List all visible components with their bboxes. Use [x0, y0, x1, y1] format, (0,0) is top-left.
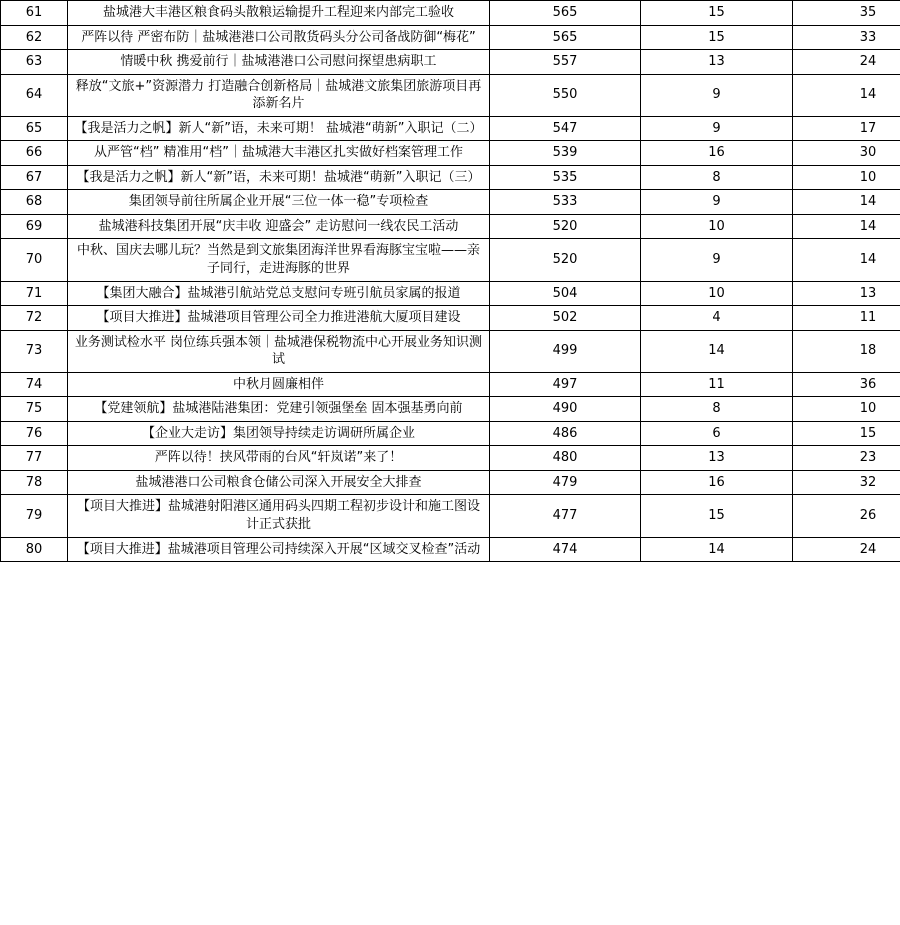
row-value-c: 14 — [793, 190, 900, 215]
row-value-c: 36 — [793, 372, 900, 397]
row-value-b: 10 — [641, 214, 793, 239]
row-value-c: 17 — [793, 116, 900, 141]
row-value-b: 16 — [641, 141, 793, 166]
row-value-b: 8 — [641, 397, 793, 422]
row-value-c: 10 — [793, 165, 900, 190]
row-index: 71 — [1, 281, 68, 306]
row-value-b: 10 — [641, 281, 793, 306]
table-row — [1, 330, 900, 372]
row-title: 中秋月圆廉相伴 — [68, 372, 490, 397]
table-row — [1, 495, 900, 537]
table-row — [1, 116, 900, 141]
row-value-b: 14 — [641, 330, 793, 372]
table-row — [1, 74, 900, 116]
table-row — [1, 421, 900, 446]
row-value-c: 24 — [793, 537, 900, 562]
row-value-a: 480 — [490, 446, 641, 471]
table-row — [1, 1, 900, 26]
row-value-b: 13 — [641, 446, 793, 471]
row-title: 【项目大推进】盐城港项目管理公司全力推进港航大厦项目建设 — [68, 306, 490, 331]
row-value-a: 535 — [490, 165, 641, 190]
row-index: 65 — [1, 116, 68, 141]
row-value-a: 474 — [490, 537, 641, 562]
table-row — [1, 190, 900, 215]
row-value-a: 479 — [490, 470, 641, 495]
row-value-c: 14 — [793, 239, 900, 281]
table-row — [1, 214, 900, 239]
row-value-a: 520 — [490, 239, 641, 281]
row-title: 【集团大融合】盐城港引航站党总支慰问专班引航员家属的报道 — [68, 281, 490, 306]
row-title: 盐城港港口公司粮食仓储公司深入开展安全大排查 — [68, 470, 490, 495]
table-row — [1, 372, 900, 397]
row-title: 【我是活力之帆】新人“新”语，未来可期！盐城港“萌新”入职记（三） — [68, 165, 490, 190]
row-value-a: 533 — [490, 190, 641, 215]
table-row — [1, 306, 900, 331]
row-index: 74 — [1, 372, 68, 397]
table-row — [1, 397, 900, 422]
row-index: 73 — [1, 330, 68, 372]
row-value-a: 502 — [490, 306, 641, 331]
row-value-c: 30 — [793, 141, 900, 166]
row-value-b: 14 — [641, 537, 793, 562]
row-value-a: 547 — [490, 116, 641, 141]
row-value-a: 557 — [490, 50, 641, 75]
row-value-c: 32 — [793, 470, 900, 495]
row-value-a: 490 — [490, 397, 641, 422]
row-index: 61 — [1, 1, 68, 26]
row-value-a: 504 — [490, 281, 641, 306]
row-index: 69 — [1, 214, 68, 239]
table-row — [1, 165, 900, 190]
row-value-c: 10 — [793, 397, 900, 422]
row-title: 业务测试检水平 岗位练兵强本领｜盐城港保税物流中心开展业务知识测试 — [68, 330, 490, 372]
row-value-a: 520 — [490, 214, 641, 239]
row-title: 释放“文旅+”资源潜力 打造融合创新格局｜盐城港文旅集团旅游项目再添新名片 — [68, 74, 490, 116]
row-index: 75 — [1, 397, 68, 422]
row-title: 【党建领航】盐城港陆港集团：党建引领强堡垒 固本强基勇向前 — [68, 397, 490, 422]
row-value-c: 26 — [793, 495, 900, 537]
row-value-a: 565 — [490, 1, 641, 26]
table-body — [1, 1, 900, 562]
row-value-c: 24 — [793, 50, 900, 75]
row-value-a: 550 — [490, 74, 641, 116]
row-title: 盐城港科技集团开展“庆丰收 迎盛会” 走访慰问一线农民工活动 — [68, 214, 490, 239]
row-title: 从严管“档” 精准用“档”｜盐城港大丰港区扎实做好档案管理工作 — [68, 141, 490, 166]
row-title: 情暖中秋 携爱前行｜盐城港港口公司慰问探望患病职工 — [68, 50, 490, 75]
row-index: 63 — [1, 50, 68, 75]
row-index: 78 — [1, 470, 68, 495]
row-value-a: 539 — [490, 141, 641, 166]
row-title: 【项目大推进】盐城港项目管理公司持续深入开展“区域交叉检查”活动 — [68, 537, 490, 562]
table-row — [1, 141, 900, 166]
row-value-a: 477 — [490, 495, 641, 537]
row-value-b: 6 — [641, 421, 793, 446]
table-row — [1, 25, 900, 50]
row-value-c: 35 — [793, 1, 900, 26]
row-title: 【我是活力之帆】新人“新”语，未来可期！ 盐城港“萌新”入职记（二） — [68, 116, 490, 141]
row-index: 68 — [1, 190, 68, 215]
row-value-c: 13 — [793, 281, 900, 306]
row-value-c: 11 — [793, 306, 900, 331]
row-index: 72 — [1, 306, 68, 331]
row-value-c: 33 — [793, 25, 900, 50]
row-value-b: 15 — [641, 25, 793, 50]
row-value-c: 14 — [793, 74, 900, 116]
row-value-a: 499 — [490, 330, 641, 372]
row-value-b: 9 — [641, 74, 793, 116]
row-index: 76 — [1, 421, 68, 446]
row-value-a: 497 — [490, 372, 641, 397]
row-value-c: 14 — [793, 214, 900, 239]
row-title: 中秋、国庆去哪儿玩？当然是到文旅集团海洋世界看海豚宝宝啦——亲子同行，走进海豚的世界 — [68, 239, 490, 281]
row-index: 70 — [1, 239, 68, 281]
row-value-a: 565 — [490, 25, 641, 50]
table-row — [1, 470, 900, 495]
row-value-b: 9 — [641, 116, 793, 141]
row-value-b: 16 — [641, 470, 793, 495]
row-value-b: 15 — [641, 495, 793, 537]
row-value-b: 13 — [641, 50, 793, 75]
row-title: 严阵以待 严密布防｜盐城港港口公司散货码头分公司备战防御“梅花” — [68, 25, 490, 50]
table-row — [1, 239, 900, 281]
row-title: 【项目大推进】盐城港射阳港区通用码头四期工程初步设计和施工图设计正式获批 — [68, 495, 490, 537]
row-title: 盐城港大丰港区粮食码头散粮运输提升工程迎来内部完工验收 — [68, 1, 490, 26]
row-value-c: 15 — [793, 421, 900, 446]
row-title: 严阵以待！挟风带雨的台风“轩岚诺”来了！ — [68, 446, 490, 471]
row-value-b: 8 — [641, 165, 793, 190]
row-index: 67 — [1, 165, 68, 190]
table-row — [1, 537, 900, 562]
row-index: 64 — [1, 74, 68, 116]
row-index: 62 — [1, 25, 68, 50]
row-index: 66 — [1, 141, 68, 166]
row-value-b: 11 — [641, 372, 793, 397]
row-index: 80 — [1, 537, 68, 562]
row-index: 77 — [1, 446, 68, 471]
table-row — [1, 281, 900, 306]
table-row — [1, 446, 900, 471]
row-title: 【企业大走访】集团领导持续走访调研所属企业 — [68, 421, 490, 446]
row-value-c: 23 — [793, 446, 900, 471]
row-value-a: 486 — [490, 421, 641, 446]
row-value-b: 9 — [641, 239, 793, 281]
table-row — [1, 50, 900, 75]
row-value-b: 15 — [641, 1, 793, 26]
row-value-b: 9 — [641, 190, 793, 215]
row-value-c: 18 — [793, 330, 900, 372]
row-value-b: 4 — [641, 306, 793, 331]
row-index: 79 — [1, 495, 68, 537]
row-title: 集团领导前往所属企业开展“三位一体一稳”专项检查 — [68, 190, 490, 215]
